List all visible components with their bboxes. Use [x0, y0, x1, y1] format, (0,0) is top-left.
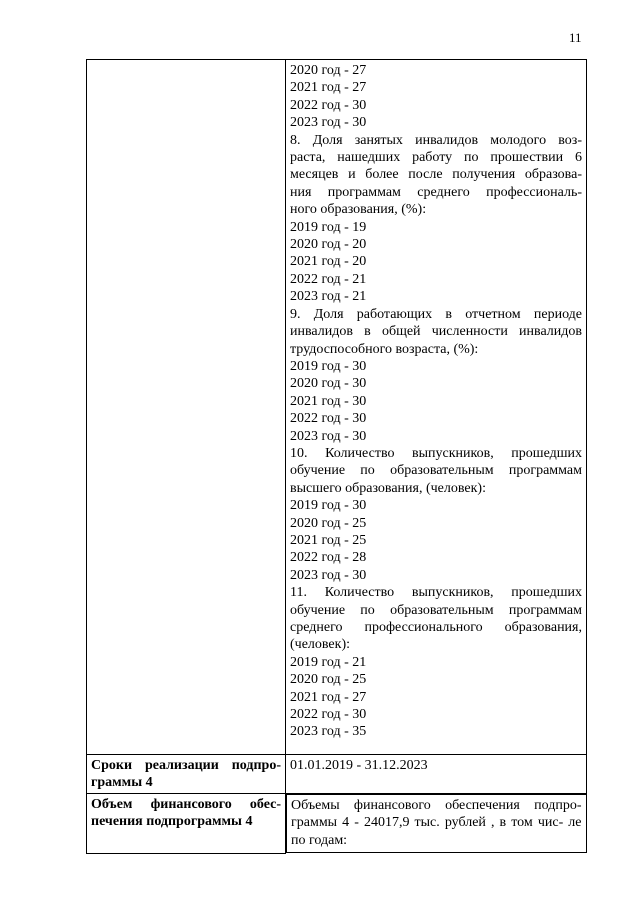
indicator-text-line: 8. Доля занятых инвалидов молодого воз- — [290, 132, 582, 148]
year-line: 2020 год - 27 — [290, 63, 367, 78]
funding-label: Объем финансового обес- печения подпрограммы 4 — [87, 794, 286, 854]
indicator-text-line: обучение по образовательным программам — [290, 463, 582, 479]
year-line: 2021 год - 27 — [290, 689, 367, 705]
funding-value: Объемы финансового обеспечения подпро- граммы 4 - 24017,9 тыс. рублей , в том чис- ле по годам: — [286, 794, 587, 853]
year-line: 2022 год - 30 — [290, 707, 367, 723]
year-line: 2020 год - 30 — [290, 376, 367, 392]
indicator-text-line: (человек): — [290, 637, 350, 653]
indicator-11 — [290, 584, 582, 741]
indicator-text-line: раста, нашедших работу по прошествии 6 — [290, 150, 582, 166]
year-line: 2020 год - 25 — [290, 515, 367, 531]
year-line: 2021 год - 25 — [290, 532, 367, 548]
indicator-text-line: 11. Количество выпускников, прошедших — [290, 585, 582, 601]
year-line: 2023 год - 21 — [290, 289, 367, 305]
indicator-10 — [290, 445, 582, 584]
timeline-value: 01.01.2019 - 31.12.2023 — [286, 755, 587, 794]
year-line: 2019 год - 21 — [290, 654, 367, 670]
indicator-9 — [290, 306, 582, 445]
year-line: 2022 год - 21 — [290, 271, 367, 287]
table-row-funding — [87, 794, 587, 854]
year-line: 2023 год - 35 — [290, 724, 367, 740]
indicators-value-cell — [286, 60, 587, 755]
indicator-text-line: месяцев и более после получения образова- — [290, 167, 582, 183]
indicator-text-line: ного образования, (%): — [290, 202, 427, 218]
year-line: 2020 год - 25 — [290, 672, 367, 688]
indicator-8 — [290, 132, 582, 306]
year-line: 2019 год - 19 — [290, 219, 367, 235]
indicator-text-line: ния программам среднего профессиональ- — [290, 184, 582, 200]
indicator-text-line: инвалидов в общей численности инвалидов — [290, 324, 582, 340]
year-line: 2023 год - 30 — [290, 567, 367, 583]
year-line: 2023 год - 30 — [290, 115, 367, 131]
year-line: 2021 год - 27 — [290, 80, 367, 96]
year-line: 2020 год - 20 — [290, 237, 367, 253]
continued-years-block — [290, 62, 582, 132]
indicators-label-cell — [87, 60, 286, 755]
indicator-text-line: трудоспособного возраста, (%): — [290, 341, 479, 357]
year-line: 2019 год - 30 — [290, 498, 367, 514]
year-line: 2021 год - 20 — [290, 254, 367, 270]
indicator-text-line: обучение по образовательным программам — [290, 602, 582, 618]
year-line: 2023 год - 30 — [290, 428, 367, 444]
indicator-text-line: высшего образования, (человек): — [290, 480, 486, 496]
indicator-text-line: 10. Количество выпускников, прошедших — [290, 445, 582, 461]
year-line: 2022 год - 28 — [290, 550, 367, 566]
year-line: 2021 год - 30 — [290, 393, 367, 409]
year-line: 2019 год - 30 — [290, 358, 367, 374]
table-row-timeline — [87, 755, 587, 794]
page-number: 11 — [569, 30, 582, 45]
indicator-text-line: среднего профессионального образования, — [290, 620, 582, 635]
year-line: 2022 год - 30 — [290, 411, 367, 427]
year-line: 2022 год - 30 — [290, 97, 367, 113]
timeline-label: Сроки реализации подпро- граммы 4 — [87, 755, 286, 794]
table-row-indicators — [87, 60, 587, 755]
subprogram-passport-table — [86, 59, 587, 854]
indicator-text-line: 9. Доля работающих в отчетном периоде — [290, 306, 582, 322]
